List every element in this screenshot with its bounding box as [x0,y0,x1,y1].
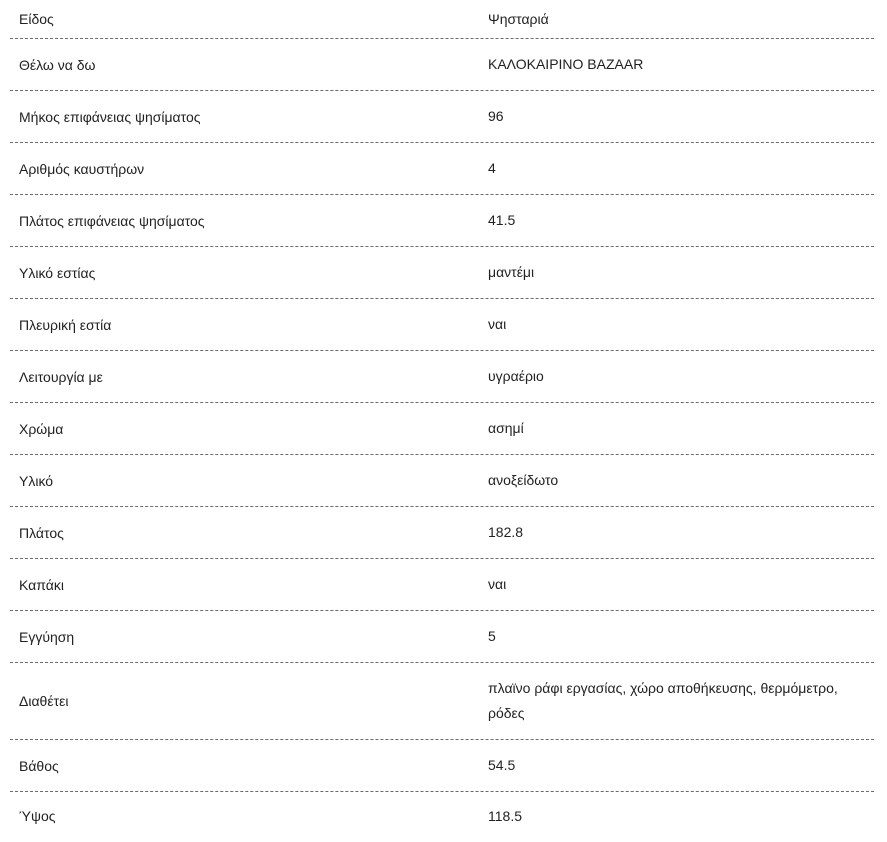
spec-label: Βάθος [19,757,59,774]
spec-row-material [10,455,874,507]
spec-label: Πλευρική εστία [19,316,112,333]
spec-value: 118.5 [488,807,522,824]
spec-value: ναι [488,576,507,592]
spec-value: ανοξείδωτο [488,472,559,488]
spec-value: 96 [488,108,504,124]
spec-row-collection [10,39,874,91]
spec-row-grill-width [10,195,874,247]
spec-row-burners [10,143,874,195]
spec-row-features [10,663,874,740]
spec-label: Διαθέτει [19,693,69,709]
spec-row-width [10,507,874,559]
spec-row-depth [10,740,874,792]
spec-label: Εγγύηση [19,628,75,645]
spec-label: Είδος [19,11,54,27]
spec-value: 41.5 [488,212,516,228]
spec-value: ασημί [488,420,524,436]
spec-label: Αριθμός καυστήρων [19,160,145,177]
spec-value: πλαϊνο ράφι εργασίας, χώρο αποθήκευσης, θερμόμετρο, ρόδες [488,680,838,721]
spec-row-lid [10,559,874,611]
spec-row-type [10,0,874,39]
spec-label: Ύψος [19,808,56,824]
spec-row-warranty [10,611,874,663]
spec-label: Υλικό [19,472,54,489]
spec-value: ναι [488,316,507,332]
spec-value: υγραέριο [488,368,544,384]
spec-row-grill-length [10,91,874,143]
spec-row-color [10,403,874,455]
spec-row-fuel [10,351,874,403]
spec-label: Καπάκι [19,576,64,593]
spec-value: 182.8 [488,524,524,540]
spec-value: 4 [488,160,496,176]
spec-value: 5 [488,628,496,644]
spec-row-side-burner [10,299,874,351]
spec-value: 54.5 [488,757,516,773]
spec-value: ΚΑΛΟΚΑΙΡΙΝΟ BAZAAR [488,56,644,72]
spec-label: Πλάτος επιφάνειας ψησίματος [19,212,205,229]
spec-value: Ψησταριά [488,10,549,27]
spec-label: Θέλω να δω [19,56,96,73]
spec-label: Λειτουργία με [19,368,103,385]
spec-row-burner-material [10,247,874,299]
spec-row-height [10,792,874,840]
specifications-table [10,0,874,840]
spec-label: Υλικό εστίας [19,264,96,281]
spec-value: μαντέμι [488,264,535,280]
spec-label: Πλάτος [19,524,64,541]
spec-label: Μήκος επιφάνειας ψησίματος [19,108,201,125]
spec-label: Χρώμα [19,420,64,437]
